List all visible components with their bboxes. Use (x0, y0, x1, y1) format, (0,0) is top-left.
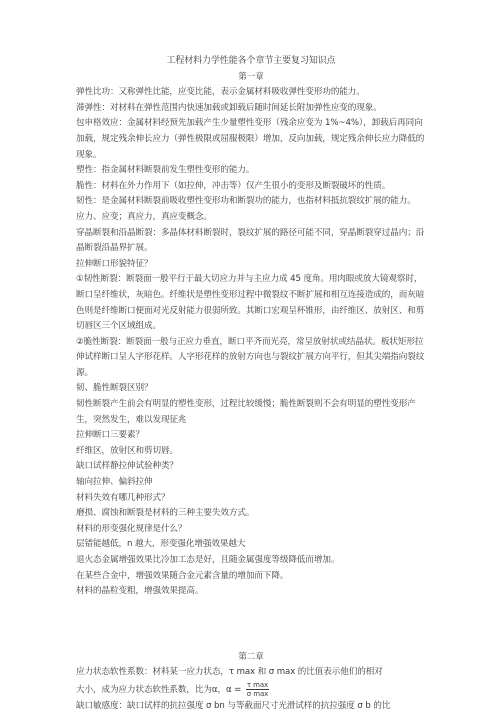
chapter-1-heading: 第一章 (238, 71, 264, 82)
chapter-2-heading: 第二章 (238, 651, 264, 662)
chapter-1-paragraph: 磨损、腐蚀和断裂是材料的三种主要失效方式。 (76, 508, 255, 519)
chapter-1-paragraph: 材料失效有哪几种形式？ (76, 492, 170, 503)
chapter-1-paragraph: 滞弹性：对材料在弹性范围内快速加载或卸载后随时间延长附加弹性应变的现象。 (76, 102, 382, 113)
chapter-1-paragraph: 应力、应变；真应力，真应变概念。 (76, 211, 212, 222)
chapter-1-paragraph: 包申格效应：金属材料经预先加载产生少量塑性变形（残余应变为 1%~4%），卸载后再同向加载，规定残余伸长应力（弹性极限或屈服极限）增加，反向加载，规定残余伸长应力降低的现象。 (76, 118, 425, 160)
stress-softness-line-1: 应力状态软性系数：材料某一应力状态，τ max 和 σ max 的比值表示他们的相对 (76, 667, 383, 678)
chapter-1-paragraph: 拉伸断口形貌特征？ (76, 258, 153, 269)
chapter-1-paragraph: 材料的形变强化规律是什么？ (76, 523, 187, 534)
chapter-1-paragraph: ①韧性断裂：断裂面一般平行于最大切应力并与主应力成 45 度角。用肉眼或放大镜观察时，断口呈纤维状，灰暗色。纤维状是塑性变形过程中微裂纹不断扩展和相互连接造成的，而灰暗色则是纤维断口便面对光反射能力很弱所致。其断口宏观呈杯锥形，由纤维区、放射区、和剪切唇区三个区域组成。 (76, 274, 425, 332)
chapter-1-text (76, 85, 426, 600)
chapter-1-paragraph: 材料的晶粒变粗，增强效果提高。 (76, 586, 204, 597)
chapter-1-paragraph: 穿晶断裂和沿晶断裂：多晶体材料断裂时，裂纹扩展的路径可能不同，穿晶断裂穿过晶内；沿晶断裂沿晶界扩展。 (76, 227, 425, 254)
notch-sensitivity-line: 缺口敏感度：缺口试样的抗拉强度 σ bn 与等截面尺寸光滑试样的抗拉强度 σ b 的比 (76, 700, 391, 711)
stress-softness-line-2 (76, 681, 426, 699)
formula-denominator: σ max (246, 689, 269, 698)
chapter-1-paragraph: 退火态金属增强效果比冷加工态是好，且随金属强度等级降低而增加。 (76, 555, 340, 565)
chapter-1-paragraph: ②脆性断裂：断裂面一般与正应力垂直，断口平齐而光亮，常呈放射状或结晶状。板状矩形拉伸试样断口呈人字形花样。人字形花样的放射方向也与裂纹扩展方向平行，但其尖端指向裂纹源。 (76, 336, 425, 378)
chapter-1-paragraph: 韧性断裂产生前会有明显的塑性变形，过程比较缓慢；脆性断裂则不会有明显的塑性变形产生，突然发生，难以发现征兆 (76, 399, 416, 425)
chapter-1-paragraph: 脆性：材料在外力作用下（如拉伸，冲击等）仅产生很小的变形及断裂破坏的性质。 (76, 180, 391, 191)
document-title: 工程材料力学性能各个章节主要复习知识点 (166, 56, 336, 66)
alpha-formula (246, 681, 269, 698)
document-body (76, 54, 426, 714)
stress-softness-prefix: 大小，成为应力状态软性系数，比为α，α = (76, 684, 242, 695)
chapter-1-paragraph: 轴向拉伸、偏斜拉伸 (76, 477, 153, 488)
chapter-1-paragraph: 韧、脆性断裂区别？ (76, 383, 153, 394)
chapter-1-paragraph: 纤维区，放射区和剪切唇。 (76, 445, 178, 456)
chapter-1-paragraph: 层错能越低，n 越大，形变强化增强效果越大 (76, 539, 246, 550)
chapter-1-paragraph: 韧性：是金属材料断裂前吸收塑性变形功和断裂功的能力，也指材料抵抗裂纹扩展的能力。 (76, 196, 416, 207)
chapter-1-paragraph: 在某些合金中，增强效果随合金元素含量的增加而下降。 (76, 570, 289, 581)
chapter-1-paragraph: 弹性比功：又称弹性比能，应变比能，表示金属材料吸收弹性变形功的能力。 (76, 87, 365, 98)
chapter-1-paragraph: 缺口试样静拉伸试验种类？ (76, 461, 178, 472)
chapter-1-paragraph: 塑性：指金属材料断裂前发生塑性变形的能力。 (76, 165, 255, 176)
chapter-gap (76, 600, 426, 650)
formula-numerator: τ max (246, 680, 269, 689)
chapter-1-paragraph: 拉伸断口三要素？ (76, 430, 144, 441)
